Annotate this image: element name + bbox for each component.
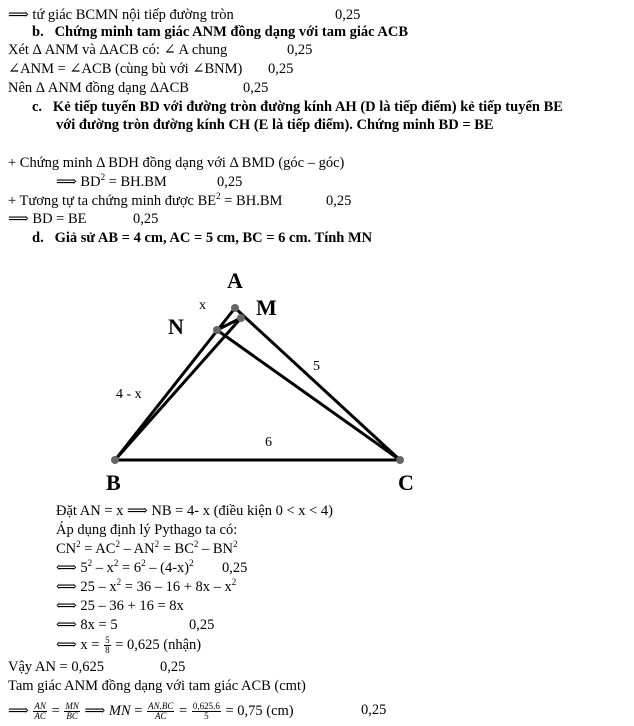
point-c [396,456,404,464]
score: 0,25 [217,174,243,190]
line-19: ⟺ x = $\frac{5}{8}$ = 0,625 (nhận) [56,635,202,655]
line-1: ⟹ tứ giác BCMN nội tiếp đường tròn [8,7,234,23]
label-ac-length: 5 [313,359,320,374]
point-n [213,326,221,334]
label-bc-length: 6 [265,435,272,450]
line-15: ⟺ $5^2 - x^2 = 6^2 - (4-x)^2$ [56,558,194,576]
label-c: C [398,470,414,495]
fraction-result: $\frac{0,625.6}{5}$ [192,701,220,722]
label-m: M [256,295,277,320]
label-b: B [106,470,121,495]
line-10: ⟹ BD = BE [8,211,87,227]
score: 0,25 [287,42,313,58]
triangle-figure [100,260,430,500]
line-16: ⟺ $25 - x^2 = 36 - 16 + 8x - x^2$ [56,577,237,595]
fraction-5-8: $\frac{5}{8}$ [105,635,110,655]
score: 0,25 [335,7,361,23]
line-21: Tam giác ANM đồng dạng với tam giác ACB (cmt) [8,678,306,694]
label-x: x [199,298,206,313]
heading-c-line-1: c. Kẻ tiếp tuyến BD với đường tròn đường kính AH (D là tiếp điểm) kẻ tiếp tuyến BE [32,99,563,115]
fraction-anbc-ac: $\frac{AN.BC}{AC}$ [148,701,174,722]
line-12: Đặt AN = x ⟹ NB = 4- x (điều kiện 0 < x < 4) [56,503,334,519]
segment-nc [217,330,400,460]
line-22: ⟹ $\frac{AN}{AC}$ = $\frac{MN}{BC}$ ⟹ MN = $\frac{AN.BC}{AC}$ = $\frac{0,625.6}{5}$ = 0,75 (cm) [8,701,294,722]
heading-b: b. Chứng minh tam giác ANM đồng dạng với tam giác ACB [32,24,409,40]
line-9: + Tương tự ta chứng minh được $BE^2 = BH.BM$ [8,191,283,209]
score: 0,25 [243,80,269,96]
label-n: N [168,314,184,339]
heading-c-line-2: với đường tròn đường kính CH (E là tiếp điểm). Chứng minh BD = BE [56,117,494,133]
heading-d: d. Giả sử AB = 4 cm, AC = 5 cm, BC = 6 cm. Tính MN [32,230,373,246]
line-18: ⟺ 8x = 5 [56,617,118,633]
score: 0,25 [222,560,248,576]
line-17: ⟺ 25 – 36 + 16 = 8x [56,598,184,614]
line-3: Xét Δ ANM và ΔACB có: ∠ A chung [8,42,228,58]
score: 0,25 [133,211,159,227]
score: 0,25 [361,702,387,718]
segment-ac [235,308,400,460]
score: 0,25 [189,617,215,633]
score: 0,25 [268,61,294,77]
point-b [111,456,119,464]
fraction-mn-bc: $\frac{MN}{BC}$ [65,701,79,722]
fraction-an-ac: $\frac{AN}{AC}$ [34,701,46,722]
line-5: Nên Δ ANM đồng dạng ΔACB [8,80,189,96]
label-nb-length: 4 - x [116,387,142,402]
line-7: + Chứng minh Δ BDH đồng dạng với Δ BMD (góc – góc) [8,155,345,171]
label-a: A [227,268,243,293]
line-8: ⟹ $BD^2 = BH.BM$ [56,172,167,190]
score: 0,25 [326,193,352,209]
line-4: ∠ANM = ∠ACB (cùng bù với ∠BNM) [8,61,243,77]
line-13: Áp dụng định lý Pythago ta có: [56,522,238,538]
line-14: $CN^2 = AC^2 - AN^2 = BC^2 - BN^2$ [56,539,238,557]
score: 0,25 [160,659,186,675]
line-20: Vậy AN = 0,625 [8,659,104,675]
point-m [237,314,245,322]
point-a [231,304,239,312]
